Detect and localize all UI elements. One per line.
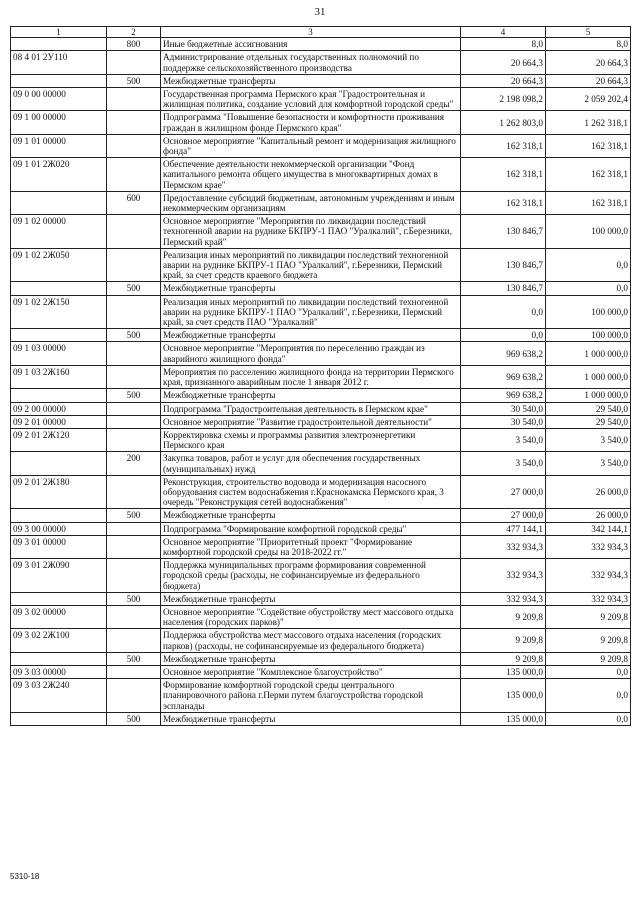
row-value-2020: 162 318,1	[546, 134, 631, 157]
table-row	[11, 605, 631, 628]
row-value-2020: 162 318,1	[546, 158, 631, 192]
row-code: 09 2 01 2Ж120	[11, 428, 107, 451]
row-code	[11, 38, 107, 51]
row-name: Межбюджетные трансферты	[161, 329, 461, 342]
row-code: 08 4 01 2У110	[11, 51, 107, 74]
row-kvr: 500	[107, 389, 161, 402]
row-value-2020: 8,0	[546, 38, 631, 51]
budget-table	[10, 26, 631, 726]
row-code	[11, 652, 107, 665]
row-kvr	[107, 428, 161, 451]
row-value-2019: 135 000,0	[461, 679, 546, 713]
row-value-2019: 9 209,8	[461, 652, 546, 665]
row-code: 09 2 00 00000	[11, 402, 107, 415]
row-code: 09 3 01 2Ж090	[11, 559, 107, 593]
table-row	[11, 559, 631, 593]
table-row	[11, 248, 631, 282]
row-name: Поддержка обустройства мест массового отдыха населения (городских парков) (расходы, не софинансируемые из федерального бюджета)	[161, 629, 461, 652]
row-name: Основное мероприятие "Капитальный ремонт и модернизация жилищного фонда"	[161, 134, 461, 157]
table-row	[11, 665, 631, 678]
row-name: Обеспечение деятельности некоммерческой организации "Фонд капитального ремонта общего имущества в многоквартирных домах в Пермском крае"	[161, 158, 461, 192]
page-number: 31	[314, 6, 326, 18]
table-row	[11, 134, 631, 157]
row-code: 09 1 02 2Ж150	[11, 295, 107, 329]
row-code: 09 1 02 00000	[11, 215, 107, 249]
row-value-2019: 969 638,2	[461, 389, 546, 402]
table-row	[11, 535, 631, 558]
row-value-2019: 30 540,0	[461, 415, 546, 428]
row-code	[11, 74, 107, 87]
table-row	[11, 402, 631, 415]
row-value-2020: 0,0	[546, 282, 631, 295]
header-col-2: 2	[107, 27, 161, 38]
row-kvr	[107, 522, 161, 535]
row-kvr: 800	[107, 38, 161, 51]
row-kvr	[107, 51, 161, 74]
row-value-2020: 29 540,0	[546, 402, 631, 415]
row-name: Основное мероприятие "Содействие обустройству мест массового отдыха населения (городских парков)"	[161, 605, 461, 628]
row-name: Межбюджетные трансферты	[161, 509, 461, 522]
row-kvr	[107, 559, 161, 593]
row-value-2019: 8,0	[461, 38, 546, 51]
row-value-2019: 135 000,0	[461, 712, 546, 725]
table-row	[11, 509, 631, 522]
row-value-2020: 26 000,0	[546, 475, 631, 509]
row-name: Межбюджетные трансферты	[161, 74, 461, 87]
row-code: 09 3 02 00000	[11, 605, 107, 628]
row-name: Подпрограмма "Формирование комфортной городской среды"	[161, 522, 461, 535]
row-value-2020: 100 000,0	[546, 215, 631, 249]
row-value-2019: 9 209,8	[461, 629, 546, 652]
table-row	[11, 389, 631, 402]
table-row	[11, 38, 631, 51]
row-value-2019: 130 846,7	[461, 282, 546, 295]
row-value-2019: 135 000,0	[461, 665, 546, 678]
row-name: Межбюджетные трансферты	[161, 712, 461, 725]
row-name: Формирование комфортной городской среды центрального планировочного района г.Перми путем благоустройства городской эспланады	[161, 679, 461, 713]
row-name: Администрирование отдельных государственных полномочий по поддержке сельскохозяйственного производства	[161, 51, 461, 74]
row-name: Государственная программа Пермского края "Градостроительная и жилищная политика, создание условий для комфортной городской среды"	[161, 88, 461, 111]
row-value-2019: 27 000,0	[461, 475, 546, 509]
table-body	[11, 38, 631, 726]
row-name: Поддержка муниципальных программ формирования современной городской среды (расходы, не софинансируемые из федерального бюджета)	[161, 559, 461, 593]
row-value-2019: 20 664,3	[461, 51, 546, 74]
row-code	[11, 712, 107, 725]
table-row	[11, 712, 631, 725]
row-value-2019: 30 540,0	[461, 402, 546, 415]
row-name: Предоставление субсидий бюджетным, автономным учреждениям и иным некоммерческим организациям	[161, 191, 461, 214]
row-code: 09 3 03 2Ж240	[11, 679, 107, 713]
row-value-2019: 332 934,3	[461, 559, 546, 593]
row-kvr	[107, 215, 161, 249]
header-col-5: 5	[546, 27, 631, 38]
row-name: Реализация иных мероприятий по ликвидации последствий техногенной аварии на руднике БКПРУ-1 ПАО "Уралкалий", г.Березники, Пермский край, за счет средств ПАО "Уралкалий"	[161, 295, 461, 329]
table-row	[11, 592, 631, 605]
row-code	[11, 191, 107, 214]
row-kvr	[107, 605, 161, 628]
row-code	[11, 592, 107, 605]
row-value-2019: 477 144,1	[461, 522, 546, 535]
row-value-2019: 162 318,1	[461, 191, 546, 214]
header-col-3: 3	[161, 27, 461, 38]
row-value-2019: 3 540,0	[461, 428, 546, 451]
table-row	[11, 329, 631, 342]
table-row	[11, 365, 631, 388]
table-row	[11, 652, 631, 665]
row-value-2019: 162 318,1	[461, 158, 546, 192]
row-value-2020: 29 540,0	[546, 415, 631, 428]
row-name: Межбюджетные трансферты	[161, 592, 461, 605]
row-kvr	[107, 342, 161, 365]
table-row	[11, 51, 631, 74]
row-value-2019: 130 846,7	[461, 215, 546, 249]
row-code: 09 3 01 00000	[11, 535, 107, 558]
row-value-2019: 162 318,1	[461, 134, 546, 157]
row-name: Межбюджетные трансферты	[161, 652, 461, 665]
row-value-2020: 9 209,8	[546, 652, 631, 665]
row-name: Реконструкция, строительство водовода и модернизация насосного оборудования систем водоснабжения г.Краснокамска Пермского края, 3 очередь "Реконструкция сетей водоснабжения"	[161, 475, 461, 509]
row-value-2020: 162 318,1	[546, 191, 631, 214]
table-row	[11, 415, 631, 428]
row-code: 09 3 00 00000	[11, 522, 107, 535]
row-kvr: 200	[107, 452, 161, 475]
row-kvr	[107, 665, 161, 678]
row-value-2020: 9 209,8	[546, 605, 631, 628]
row-kvr	[107, 535, 161, 558]
row-kvr: 500	[107, 652, 161, 665]
row-kvr: 500	[107, 329, 161, 342]
row-value-2020: 20 664,3	[546, 51, 631, 74]
row-code: 09 1 02 2Ж050	[11, 248, 107, 282]
row-code: 09 1 03 2Ж160	[11, 365, 107, 388]
row-name: Реализация иных мероприятий по ликвидации последствий техногенной аварии на руднике БКПРУ-1 ПАО "Уралкалий", г.Березники, Пермский край, за счет средств краевого бюджета	[161, 248, 461, 282]
row-kvr: 500	[107, 712, 161, 725]
row-value-2020: 2 059 202,4	[546, 88, 631, 111]
row-kvr	[107, 111, 161, 134]
row-name: Мероприятия по расселению жилищного фонда на территории Пермского края, признанного аварийным после 1 января 2012 г.	[161, 365, 461, 388]
row-code: 09 0 00 00000	[11, 88, 107, 111]
row-value-2019: 332 934,3	[461, 592, 546, 605]
row-value-2020: 3 540,0	[546, 428, 631, 451]
row-value-2019: 0,0	[461, 295, 546, 329]
row-value-2020: 1 000 000,0	[546, 342, 631, 365]
row-name: Подпрограмма "Повышение безопасности и комфортности проживания граждан в жилищном фонде Пермского края"	[161, 111, 461, 134]
row-value-2020: 1 000 000,0	[546, 365, 631, 388]
row-kvr: 500	[107, 509, 161, 522]
row-kvr	[107, 629, 161, 652]
header-col-4: 4	[461, 27, 546, 38]
row-value-2019: 20 664,3	[461, 74, 546, 87]
row-value-2020: 9 209,8	[546, 629, 631, 652]
table-row	[11, 452, 631, 475]
row-value-2019: 1 262 803,0	[461, 111, 546, 134]
table-row	[11, 74, 631, 87]
row-code: 09 1 00 00000	[11, 111, 107, 134]
header-col-1: 1	[11, 27, 107, 38]
row-kvr: 500	[107, 74, 161, 87]
row-name: Межбюджетные трансферты	[161, 282, 461, 295]
row-code: 09 2 01 00000	[11, 415, 107, 428]
row-code	[11, 509, 107, 522]
row-name: Основное мероприятие "Комплексное благоустройство"	[161, 665, 461, 678]
row-value-2019: 2 198 098,2	[461, 88, 546, 111]
table-row	[11, 428, 631, 451]
table-row	[11, 158, 631, 192]
row-name: Иные бюджетные ассигнования	[161, 38, 461, 51]
row-value-2019: 3 540,0	[461, 452, 546, 475]
row-value-2020: 20 664,3	[546, 74, 631, 87]
row-value-2020: 1 000 000,0	[546, 389, 631, 402]
row-code: 09 1 01 00000	[11, 134, 107, 157]
row-code: 09 3 03 00000	[11, 665, 107, 678]
row-name: Основное мероприятие "Мероприятия по ликвидации последствий техногенной аварии на руднике БКПРУ-1 ПАО "Уралкалий", г.Березники, Пермский край"	[161, 215, 461, 249]
row-name: Основное мероприятие "Мероприятия по переселению граждан из аварийного жилищного фонда"	[161, 342, 461, 365]
row-kvr	[107, 415, 161, 428]
table-row	[11, 679, 631, 713]
table-row	[11, 342, 631, 365]
row-name: Закупка товаров, работ и услуг для обеспечения государственных (муниципальных) нужд	[161, 452, 461, 475]
row-kvr	[107, 248, 161, 282]
row-kvr	[107, 88, 161, 111]
row-code: 09 1 03 00000	[11, 342, 107, 365]
row-kvr: 500	[107, 592, 161, 605]
row-value-2020: 0,0	[546, 679, 631, 713]
row-kvr: 600	[107, 191, 161, 214]
table-row	[11, 522, 631, 535]
row-value-2020: 342 144,1	[546, 522, 631, 535]
table-row	[11, 629, 631, 652]
row-value-2019: 0,0	[461, 329, 546, 342]
row-name: Межбюджетные трансферты	[161, 389, 461, 402]
table-row	[11, 88, 631, 111]
table-row	[11, 215, 631, 249]
row-value-2019: 27 000,0	[461, 509, 546, 522]
row-name: Основное мероприятие "Приоритетный проект "Формирование комфортной городской среды на 2018-2022 гг."	[161, 535, 461, 558]
row-value-2020: 0,0	[546, 665, 631, 678]
row-value-2019: 969 638,2	[461, 342, 546, 365]
row-value-2020: 3 540,0	[546, 452, 631, 475]
row-name: Корректировка схемы и программы развития электроэнергетики Пермского края	[161, 428, 461, 451]
row-value-2020: 0,0	[546, 712, 631, 725]
row-code: 09 1 01 2Ж020	[11, 158, 107, 192]
row-kvr	[107, 365, 161, 388]
table-row	[11, 111, 631, 134]
row-kvr	[107, 134, 161, 157]
row-name: Подпрограмма "Градостроительная деятельность в Пермском крае"	[161, 402, 461, 415]
row-kvr	[107, 679, 161, 713]
row-value-2020: 332 934,3	[546, 592, 631, 605]
row-code	[11, 452, 107, 475]
row-value-2019: 130 846,7	[461, 248, 546, 282]
row-code: 09 3 02 2Ж100	[11, 629, 107, 652]
row-kvr	[107, 295, 161, 329]
table-row	[11, 295, 631, 329]
row-value-2020: 1 262 318,1	[546, 111, 631, 134]
row-value-2020: 100 000,0	[546, 329, 631, 342]
row-name: Основное мероприятие "Развитие градостроительной деятельности"	[161, 415, 461, 428]
row-value-2019: 969 638,2	[461, 365, 546, 388]
row-code	[11, 389, 107, 402]
table-row	[11, 282, 631, 295]
table-row	[11, 475, 631, 509]
row-code	[11, 282, 107, 295]
table-row	[11, 191, 631, 214]
row-value-2020: 26 000,0	[546, 509, 631, 522]
row-value-2020: 332 934,3	[546, 535, 631, 558]
row-value-2020: 332 934,3	[546, 559, 631, 593]
row-code: 09 2 01 2Ж180	[11, 475, 107, 509]
row-kvr	[107, 158, 161, 192]
table-header-row	[11, 27, 631, 38]
row-value-2020: 100 000,0	[546, 295, 631, 329]
row-value-2019: 9 209,8	[461, 605, 546, 628]
row-code	[11, 329, 107, 342]
row-kvr	[107, 475, 161, 509]
row-value-2020: 0,0	[546, 248, 631, 282]
row-kvr: 500	[107, 282, 161, 295]
footer-code: 5310-18	[10, 872, 40, 881]
row-value-2019: 332 934,3	[461, 535, 546, 558]
row-kvr	[107, 402, 161, 415]
